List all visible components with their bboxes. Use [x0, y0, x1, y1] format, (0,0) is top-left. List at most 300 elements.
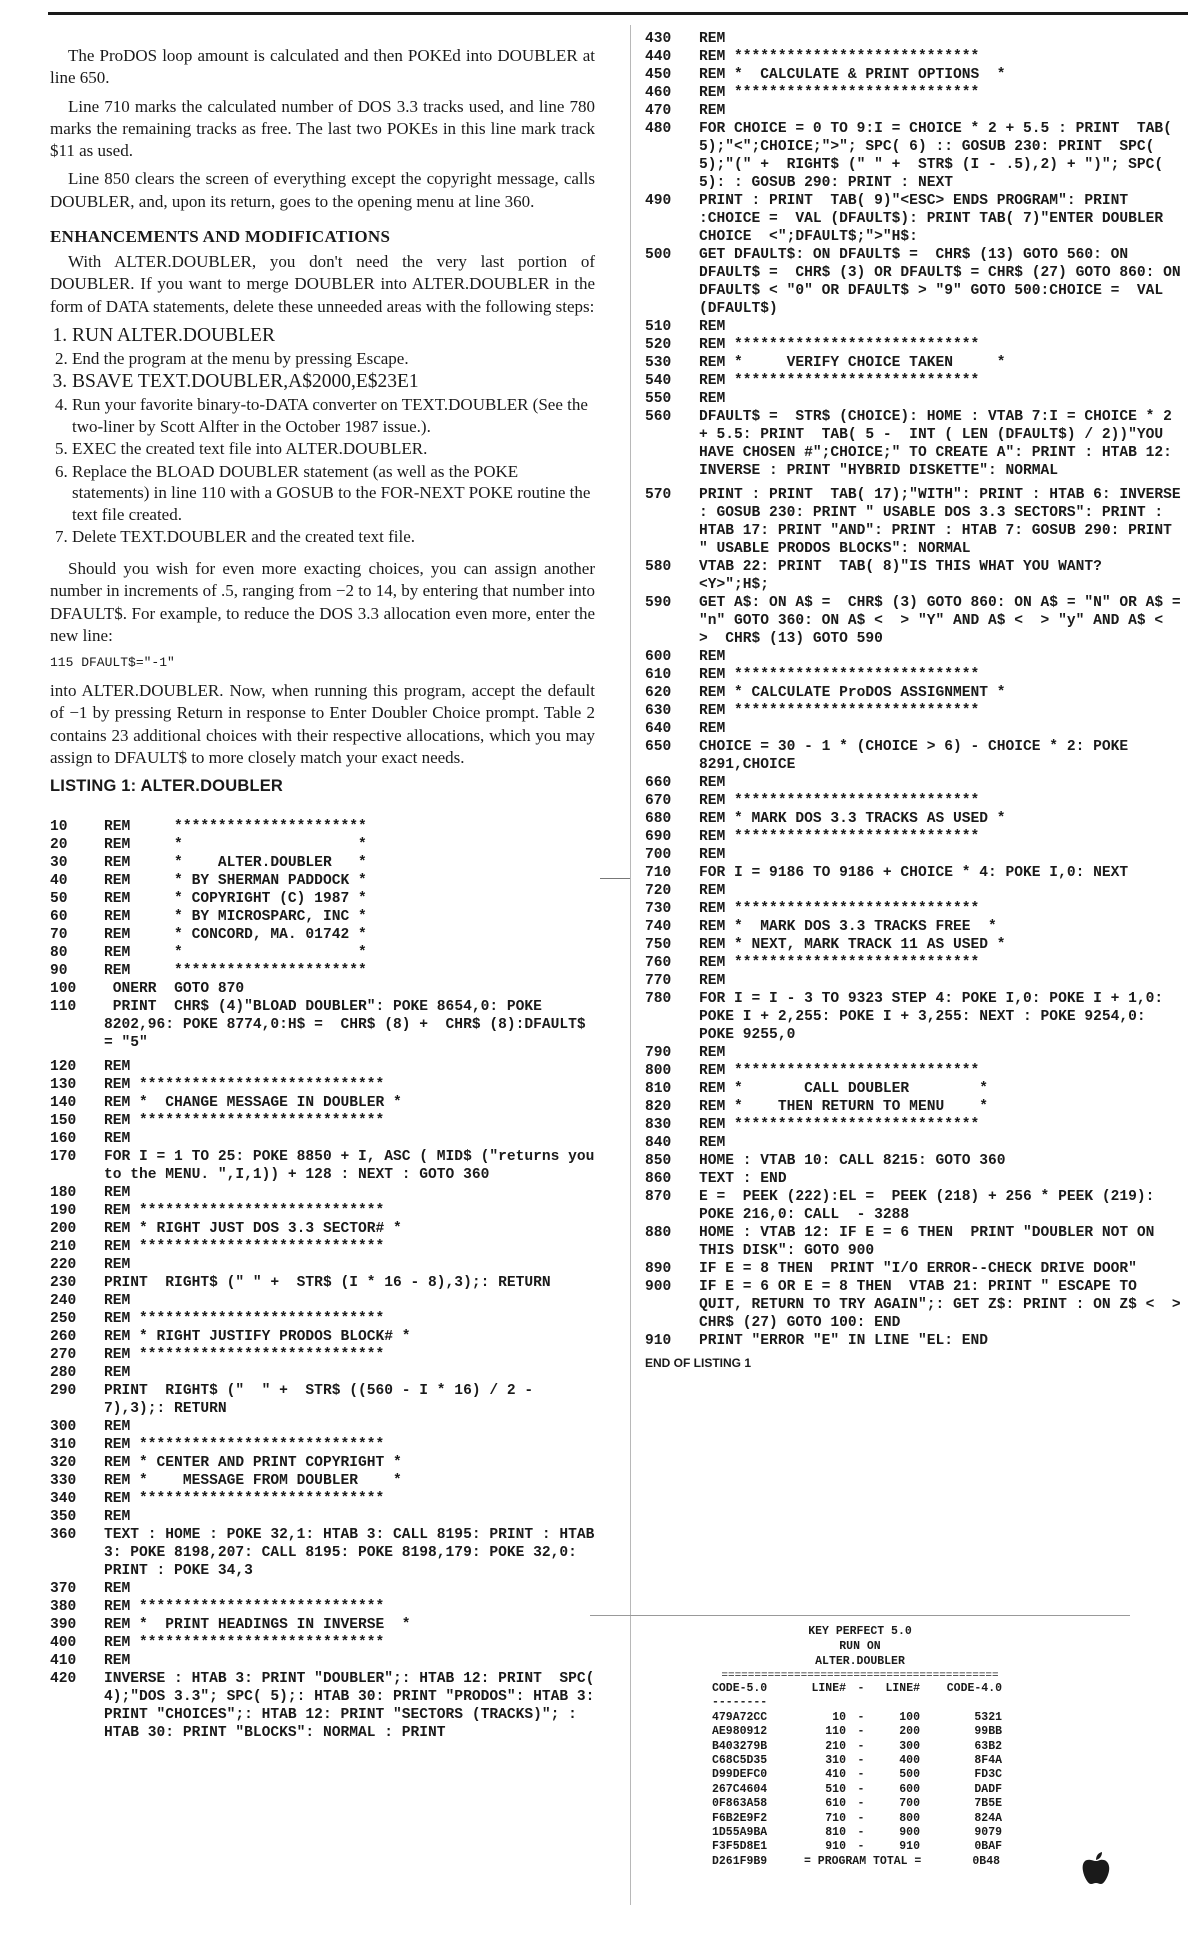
line-code: REM [699, 391, 726, 407]
line-code: REM **************************** [699, 1117, 980, 1133]
line-number: 230 [50, 1275, 77, 1292]
listing-right-part [645, 30, 1199, 1350]
listing-line [645, 684, 1185, 702]
listing-line [645, 864, 1185, 882]
end-of-listing-label: END OF LISTING 1 [645, 1356, 752, 1370]
article-body [50, 45, 595, 769]
paragraph: Should you wish for even more exacting choices, you can assign another number in increments of .5, ranging from −2 to 14, by entering that number into DFAULT$. For example, to reduce the DOS 3.3 allocation even more, enter the new line: [50, 558, 595, 645]
line-code: REM **************************** [699, 829, 980, 845]
line-number: 430 [645, 31, 672, 47]
kp-cell: 99BB [974, 1725, 1002, 1739]
paragraph: The ProDOS loop amount is calculated and then POKEd into DOUBLER at line 650. [50, 46, 595, 88]
line-number: 80 [50, 945, 68, 962]
line-number: 740 [645, 919, 672, 935]
listing-line [645, 1044, 1185, 1062]
line-number: 270 [50, 1347, 77, 1364]
listing-line [645, 84, 1185, 102]
listing-line [50, 1580, 595, 1598]
key-perfect-rows [712, 1682, 1130, 1869]
line-code: REM * ALTER.DOUBLER * [104, 855, 367, 872]
line-code: REM * CHANGE MESSAGE IN DOUBLER * [104, 1095, 402, 1112]
listing-line [50, 1238, 595, 1256]
line-code: ONERR GOTO 870 [104, 981, 245, 998]
line-number: 100 [50, 981, 77, 998]
line-code: REM [699, 1045, 726, 1061]
line-code: REM * CONCORD, MA. 01742 * [104, 927, 367, 944]
line-number: 190 [50, 1203, 77, 1220]
line-code: REM [104, 1509, 131, 1526]
kp-row [712, 1783, 1130, 1797]
line-code: REM * * [104, 837, 367, 854]
line-number: 90 [50, 963, 68, 980]
line-number: 580 [645, 559, 672, 575]
line-code: FOR CHOICE = 0 TO 9:I = CHOICE * 2 + 5.5 : PRINT TAB( 5);"<";CHOICE;">"; SPC( 6) :: GOSUB 230: PRINT SPC( 5);"(" + RIGHT$ (" " + STR$ (I - .5),2) + ")"; SPC( 5): : GOSUB 290: PRINT : NEXT [699, 121, 1181, 191]
line-number: 140 [50, 1095, 77, 1112]
line-number: 240 [50, 1293, 77, 1310]
line-number: 560 [645, 409, 672, 425]
kp-underline-text: -------- [712, 1696, 768, 1710]
listing-line [645, 1080, 1185, 1098]
paragraph: With ALTER.DOUBLER, you don't need the very last portion of DOUBLER. If you want to merge DOUBLER into ALTER.DOUBLER in the form of DATA statements, delete these unneeded areas with the following steps: [50, 252, 595, 316]
line-number: 180 [50, 1185, 77, 1202]
listing-line [645, 666, 1185, 684]
line-code: FOR I = I - 3 TO 9323 STEP 4: POKE I,0: POKE I + 1,0: POKE I + 2,255: POKE I + 3,255: NEXT : POKE 9254,0: POKE 9255,0 [699, 991, 1172, 1043]
line-number: 470 [645, 103, 672, 119]
listing-line [50, 1418, 595, 1436]
line-code: REM [699, 973, 726, 989]
line-code: REM **************************** [104, 1077, 385, 1094]
kp-cell: 600 [899, 1782, 920, 1796]
line-code: REM **************************** [104, 1635, 385, 1652]
kp-cell: LINE# [885, 1682, 920, 1695]
line-number: 60 [50, 909, 68, 926]
kp-row [712, 1740, 1130, 1754]
line-number: 810 [645, 1081, 672, 1097]
kp-total-row [712, 1855, 1130, 1869]
listing-line [645, 702, 1185, 720]
listing-line [50, 1202, 595, 1220]
step-item: 7. Delete TEXT.DOUBLER and the created text file. [72, 526, 595, 548]
listing-line [50, 1634, 595, 1652]
kp-underline [712, 1696, 1130, 1710]
line-number: 680 [645, 811, 672, 827]
kp-cell: AE980912 [712, 1725, 768, 1739]
line-number: 590 [645, 595, 672, 611]
listing-line [645, 102, 1185, 120]
line-code: REM **************************** [104, 1203, 385, 1220]
column-divider-tick [600, 878, 630, 879]
listing-line [645, 1062, 1185, 1080]
line-code: REM **************************** [699, 793, 980, 809]
listing-line [50, 908, 595, 926]
line-code: HOME : VTAB 12: IF E = 6 THEN PRINT "DOUBLER NOT ON THIS DISK": GOTO 900 [699, 1225, 1164, 1259]
line-code: REM * RIGHT JUSTIFY PRODOS BLOCK# * [104, 1329, 411, 1346]
line-number: 870 [645, 1189, 672, 1205]
listing-line [645, 318, 1185, 336]
line-code: DFAULT$ = STR$ (CHOICE): HOME : VTAB 7:I = CHOICE * 2 + 5.5: PRINT TAB( 5 - INT ( LEN (DFAULT$) / 2))"YOU HAVE CHOSEN #";CHOICE;" TO CREATE A": PRINT : HTAB 12: INVERSE : PRINT "HYBRID DISKETTE": NORMAL [699, 409, 1181, 479]
listing-line [50, 980, 595, 998]
listing-line [50, 1256, 595, 1274]
line-number: 320 [50, 1455, 77, 1472]
kp-cell: 300 [899, 1739, 920, 1753]
kp-row [712, 1711, 1130, 1725]
kp-cell: 910 [899, 1840, 920, 1854]
listing-line [645, 720, 1185, 738]
line-number: 200 [50, 1221, 77, 1238]
line-code: REM [104, 1257, 131, 1274]
steps-list [50, 324, 595, 548]
line-code: REM [699, 103, 726, 119]
line-code: REM * MARK DOS 3.3 TRACKS FREE * [699, 919, 997, 935]
line-number: 750 [645, 937, 672, 953]
listing-line [50, 944, 595, 962]
line-code: REM **************************** [104, 1311, 385, 1328]
line-code: REM **************************** [104, 1113, 385, 1130]
listing-line [50, 1508, 595, 1526]
line-number: 720 [645, 883, 672, 899]
kp-cell: 110 [825, 1725, 846, 1739]
kp-cell: DADF [974, 1782, 1002, 1796]
line-number: 130 [50, 1077, 77, 1094]
line-number: 280 [50, 1365, 77, 1382]
line-code: GET DFAULT$: ON DFAULT$ = CHR$ (13) GOTO 560: ON DFAULT$ = CHR$ (3) OR DFAULT$ = CHR$ (27) GOTO 860: ON DFAULT$ < "0" OR DFAULT$ > "9" GOTO 500:CHOICE = VAL (DFAULT$) [699, 247, 1190, 317]
kp-cell: LINE# [811, 1682, 846, 1695]
line-number: 330 [50, 1473, 77, 1490]
listing-line [645, 954, 1185, 972]
kp-row [712, 1812, 1130, 1826]
line-code: REM [699, 649, 726, 665]
listing-line [50, 998, 595, 1052]
line-code: REM **************************** [104, 1347, 385, 1364]
line-code: REM [104, 1581, 131, 1598]
listing-line [645, 30, 1185, 48]
listing-line [645, 1188, 1185, 1224]
line-number: 380 [50, 1599, 77, 1616]
line-code: REM * MESSAGE FROM DOUBLER * [104, 1473, 402, 1490]
line-code: REM ********************** [104, 819, 367, 836]
line-number: 780 [645, 991, 672, 1007]
line-number: 170 [50, 1149, 77, 1166]
listing-line [645, 336, 1185, 354]
kp-cell: 810 [825, 1826, 846, 1840]
listing-line [645, 1260, 1185, 1278]
line-number: 370 [50, 1581, 77, 1598]
line-number: 480 [645, 121, 672, 137]
line-code: REM [104, 1131, 131, 1148]
line-code: PRINT RIGHT$ (" " + STR$ (I * 16 - 8),3);: RETURN [104, 1275, 551, 1292]
listing-line [50, 1598, 595, 1616]
line-code: REM **************************** [104, 1437, 385, 1454]
top-rule [48, 12, 1188, 15]
listing-line [645, 1170, 1185, 1188]
line-number: 850 [645, 1153, 672, 1169]
line-number: 500 [645, 247, 672, 263]
line-number: 290 [50, 1383, 77, 1400]
line-number: 410 [50, 1653, 77, 1670]
listing-line [645, 354, 1185, 372]
line-number: 70 [50, 927, 68, 944]
listing-line [645, 990, 1185, 1044]
line-number: 360 [50, 1527, 77, 1544]
apple-logo-icon [1082, 1852, 1110, 1886]
kp-cell: F6B2E9F2 [712, 1811, 768, 1825]
line-code: REM **************************** [699, 703, 980, 719]
line-code: PRINT RIGHT$ (" " + STR$ ((560 - I * 16) / 2 - 7),3);: RETURN [104, 1383, 542, 1418]
line-code: REM [104, 1653, 131, 1670]
line-number: 540 [645, 373, 672, 389]
line-number: 110 [50, 999, 77, 1016]
line-code: REM [699, 883, 726, 899]
kp-cell: CODE-5.0 [712, 1682, 768, 1695]
kp-row [712, 1826, 1130, 1840]
kp-total-label: = PROGRAM TOTAL = [804, 1854, 922, 1868]
line-number: 570 [645, 487, 672, 503]
line-number: 880 [645, 1225, 672, 1241]
listing-line [645, 48, 1185, 66]
listing-line [50, 1094, 595, 1112]
listing-line [50, 1454, 595, 1472]
line-number: 300 [50, 1419, 77, 1436]
line-code: REM * THEN RETURN TO MENU * [699, 1099, 989, 1115]
listing-line [50, 1328, 595, 1346]
listing-line [50, 872, 595, 890]
step-item: 3. BSAVE TEXT.DOUBLER,A$2000,E$23E1 [72, 370, 595, 393]
key-perfect-subtitle: RUN ON [839, 1640, 881, 1653]
kp-cell: 5321 [974, 1710, 1002, 1724]
section-heading: ENHANCEMENTS AND MODIFICATIONS [50, 227, 391, 247]
line-number: 530 [645, 355, 672, 371]
line-code: VTAB 22: PRINT TAB( 8)"IS THIS WHAT YOU WANT? <Y>";H$; [699, 559, 1120, 593]
step-item: 4. Run your favorite binary-to-DATA converter on TEXT.DOUBLER (See the two-liner by Scott Alfter in the October 1987 issue.). [72, 394, 595, 437]
kp-cell: - [857, 1768, 865, 1782]
listing-line [50, 1076, 595, 1094]
listing-line [645, 390, 1185, 408]
line-code: PRINT : PRINT TAB( 17);"WITH": PRINT : HTAB 6: INVERSE : GOSUB 230: PRINT " USABLE DOS 3.3 SECTORS": PRINT : HTAB 17: PRINT "AND": PRINT : HTAB 7: GOSUB 290: PRINT " USABLE PRODOS BLOCKS": NORMAL [699, 487, 1190, 557]
kp-cell: 200 [899, 1725, 920, 1739]
kp-cell: 0F863A58 [712, 1797, 768, 1811]
line-number: 20 [50, 837, 68, 854]
listing-line [645, 594, 1190, 648]
listing-line [50, 1490, 595, 1508]
line-number: 620 [645, 685, 672, 701]
line-code: HOME : VTAB 10: CALL 8215: GOTO 360 [699, 1153, 1006, 1169]
kp-row [712, 1754, 1130, 1768]
kp-cell: 100 [899, 1710, 920, 1724]
line-number: 600 [645, 649, 672, 665]
line-code: REM [699, 31, 726, 47]
line-code: REM * PRINT HEADINGS IN INVERSE * [104, 1617, 411, 1634]
kp-cell: - [857, 1797, 865, 1811]
line-code: REM [104, 1293, 131, 1310]
listing-line [645, 1152, 1185, 1170]
line-number: 630 [645, 703, 672, 719]
listing-line [645, 882, 1185, 900]
line-number: 160 [50, 1131, 77, 1148]
line-code: REM * BY SHERMAN PADDOCK * [104, 873, 367, 890]
kp-cell: 7B5E [974, 1797, 1002, 1811]
kp-cell: 310 [825, 1754, 846, 1768]
kp-cell: 0BAF [974, 1840, 1002, 1854]
kp-cell: - [857, 1811, 865, 1825]
line-code: REM ********************** [104, 963, 367, 980]
line-number: 650 [645, 739, 672, 755]
listing-line [645, 408, 1185, 480]
line-number: 800 [645, 1063, 672, 1079]
line-number: 460 [645, 85, 672, 101]
line-code: REM [699, 775, 726, 791]
line-code: REM **************************** [699, 337, 980, 353]
line-code: CHOICE = 30 - 1 * (CHOICE > 6) - CHOICE * 2: POKE 8291,CHOICE [699, 739, 1137, 773]
line-number: 210 [50, 1239, 77, 1256]
line-number: 510 [645, 319, 672, 335]
kp-cell: - [857, 1754, 865, 1768]
line-number: 670 [645, 793, 672, 809]
listing-line [50, 1526, 604, 1580]
listing-line [645, 1098, 1185, 1116]
kp-cell: - [857, 1840, 865, 1854]
line-number: 40 [50, 873, 68, 890]
line-number: 840 [645, 1135, 672, 1151]
line-code: PRINT CHR$ (4)"BLOAD DOUBLER": POKE 8654,0: POKE 8202,96: POKE 8774,0:H$ = CHR$ (8) + CHR$ (8):DFAULT$ = "5" [104, 999, 595, 1052]
kp-cell: 63B2 [974, 1739, 1002, 1753]
kp-cell: 900 [899, 1826, 920, 1840]
key-perfect-separator: ========================================== [721, 1671, 999, 1682]
kp-row [712, 1725, 1130, 1739]
listing-line [50, 836, 595, 854]
listing-line [50, 1058, 595, 1076]
kp-cell: 479A72CC [712, 1710, 768, 1724]
listing-line [645, 486, 1190, 558]
line-code: REM [699, 721, 726, 737]
kp-cell: FD3C [974, 1768, 1002, 1782]
kp-cell: 10 [832, 1710, 846, 1724]
listing-line [645, 648, 1185, 666]
listing-line [645, 738, 1185, 774]
line-code: IF E = 8 THEN PRINT "I/O ERROR--CHECK DRIVE DOOR" [699, 1261, 1137, 1277]
kp-cell: 500 [899, 1768, 920, 1782]
line-number: 730 [645, 901, 672, 917]
line-code: REM **************************** [699, 901, 980, 917]
kp-total-code: D261F9B9 [712, 1854, 768, 1868]
line-code: REM **************************** [699, 1063, 980, 1079]
key-perfect-program: ALTER.DOUBLER [815, 1655, 905, 1668]
listing-left-part [50, 818, 604, 1742]
listing-line [645, 1224, 1185, 1260]
kp-cell: 8F4A [974, 1754, 1002, 1768]
line-code: REM **************************** [699, 85, 980, 101]
line-code: REM * CENTER AND PRINT COPYRIGHT * [104, 1455, 402, 1472]
line-number: 10 [50, 819, 68, 836]
kp-cell: CODE-4.0 [946, 1682, 1002, 1695]
kp-cell: - [857, 1710, 865, 1724]
left-column [50, 45, 604, 1742]
listing-line [645, 828, 1185, 846]
listing-line [645, 792, 1185, 810]
listing-line [50, 1364, 595, 1382]
line-number: 450 [645, 67, 672, 83]
line-number: 440 [645, 49, 672, 65]
kp-cell: 410 [825, 1768, 846, 1782]
line-code: REM [699, 1135, 726, 1151]
line-number: 350 [50, 1509, 77, 1526]
kp-cell: F3F5D8E1 [712, 1840, 768, 1854]
listing-line [645, 1116, 1185, 1134]
paragraph: Line 850 clears the screen of everything except the copyright message, calls DOUBLER, and, upon its return, goes to the opening menu at line 360. [50, 169, 595, 211]
line-number: 400 [50, 1635, 77, 1652]
line-number: 710 [645, 865, 672, 881]
listing-line [50, 1184, 595, 1202]
line-number: 610 [645, 667, 672, 683]
kp-cell: D99DEFC0 [712, 1768, 768, 1782]
line-number: 890 [645, 1261, 672, 1277]
key-perfect-table [590, 1615, 1130, 1869]
line-code: REM **************************** [699, 49, 980, 65]
listing-line [645, 972, 1185, 990]
key-perfect-title: KEY PERFECT 5.0 [808, 1625, 912, 1638]
kp-cell: - [857, 1782, 865, 1796]
line-code: REM **************************** [699, 955, 980, 971]
line-code: TEXT : END [699, 1171, 787, 1187]
kp-cell: 267C4604 [712, 1782, 768, 1796]
listing-line [50, 1220, 595, 1238]
step-item: 5. EXEC the created text file into ALTER.DOUBLER. [72, 438, 595, 460]
listing-line [50, 1472, 595, 1490]
line-number: 690 [645, 829, 672, 845]
line-code: REM * MARK DOS 3.3 TRACKS AS USED * [699, 811, 1006, 827]
line-number: 150 [50, 1113, 77, 1130]
line-number: 790 [645, 1045, 672, 1061]
listing-line [50, 1670, 604, 1742]
paragraph: into ALTER.DOUBLER. Now, when running this program, accept the default of −1 by pressing Return in response to Enter Doubler Choice prompt. Table 2 contains 23 additional choices with their respective allocations, which you may assign to DFAULT$ to more closely match your exact needs. [50, 681, 595, 768]
kp-cell: B403279B [712, 1739, 768, 1753]
line-code: REM [699, 319, 726, 335]
listing-line [645, 558, 1185, 594]
line-number: 50 [50, 891, 68, 908]
listing-line [50, 1148, 604, 1184]
listing-line [645, 372, 1185, 390]
kp-cell: 710 [825, 1811, 846, 1825]
line-number: 830 [645, 1117, 672, 1133]
kp-cell: 610 [825, 1797, 846, 1811]
listing-line [50, 1382, 595, 1418]
line-code: REM [104, 1185, 131, 1202]
kp-cell: 510 [825, 1782, 846, 1796]
paragraph: Line 710 marks the calculated number of DOS 3.3 tracks used, and line 780 marks the remaining tracks as free. The last two POKEs in this line mark track $11 as used. [50, 96, 595, 161]
line-number: 260 [50, 1329, 77, 1346]
line-code: REM * CALL DOUBLER * [699, 1081, 989, 1097]
line-code: REM * CALCULATE ProDOS ASSIGNMENT * [699, 685, 1006, 701]
listing-heading: LISTING 1: ALTER.DOUBLER [50, 777, 284, 796]
listing-line [50, 1112, 595, 1130]
kp-cell: - [857, 1682, 865, 1695]
kp-cell: C68C5D35 [712, 1754, 768, 1768]
listing-line [645, 1278, 1199, 1332]
line-code: REM [104, 1059, 131, 1076]
line-code: REM * CALCULATE & PRINT OPTIONS * [699, 67, 1006, 83]
listing-line [50, 962, 595, 980]
kp-row [712, 1840, 1130, 1854]
line-code: REM **************************** [104, 1599, 385, 1616]
listing-line [50, 1310, 595, 1328]
line-number: 490 [645, 193, 672, 209]
listing-line [50, 1652, 595, 1670]
listing-line [645, 774, 1185, 792]
line-code: PRINT : PRINT TAB( 9)"<ESC> ENDS PROGRAM": PRINT :CHOICE = VAL (DFAULT$): PRINT TAB( 7)"ENTER DOUBLER CHOICE <";DFAULT$;">"H$: [699, 193, 1172, 245]
kp-cell: 700 [899, 1797, 920, 1811]
listing-line [645, 900, 1185, 918]
line-code: REM [699, 847, 726, 863]
listing-line [645, 936, 1185, 954]
